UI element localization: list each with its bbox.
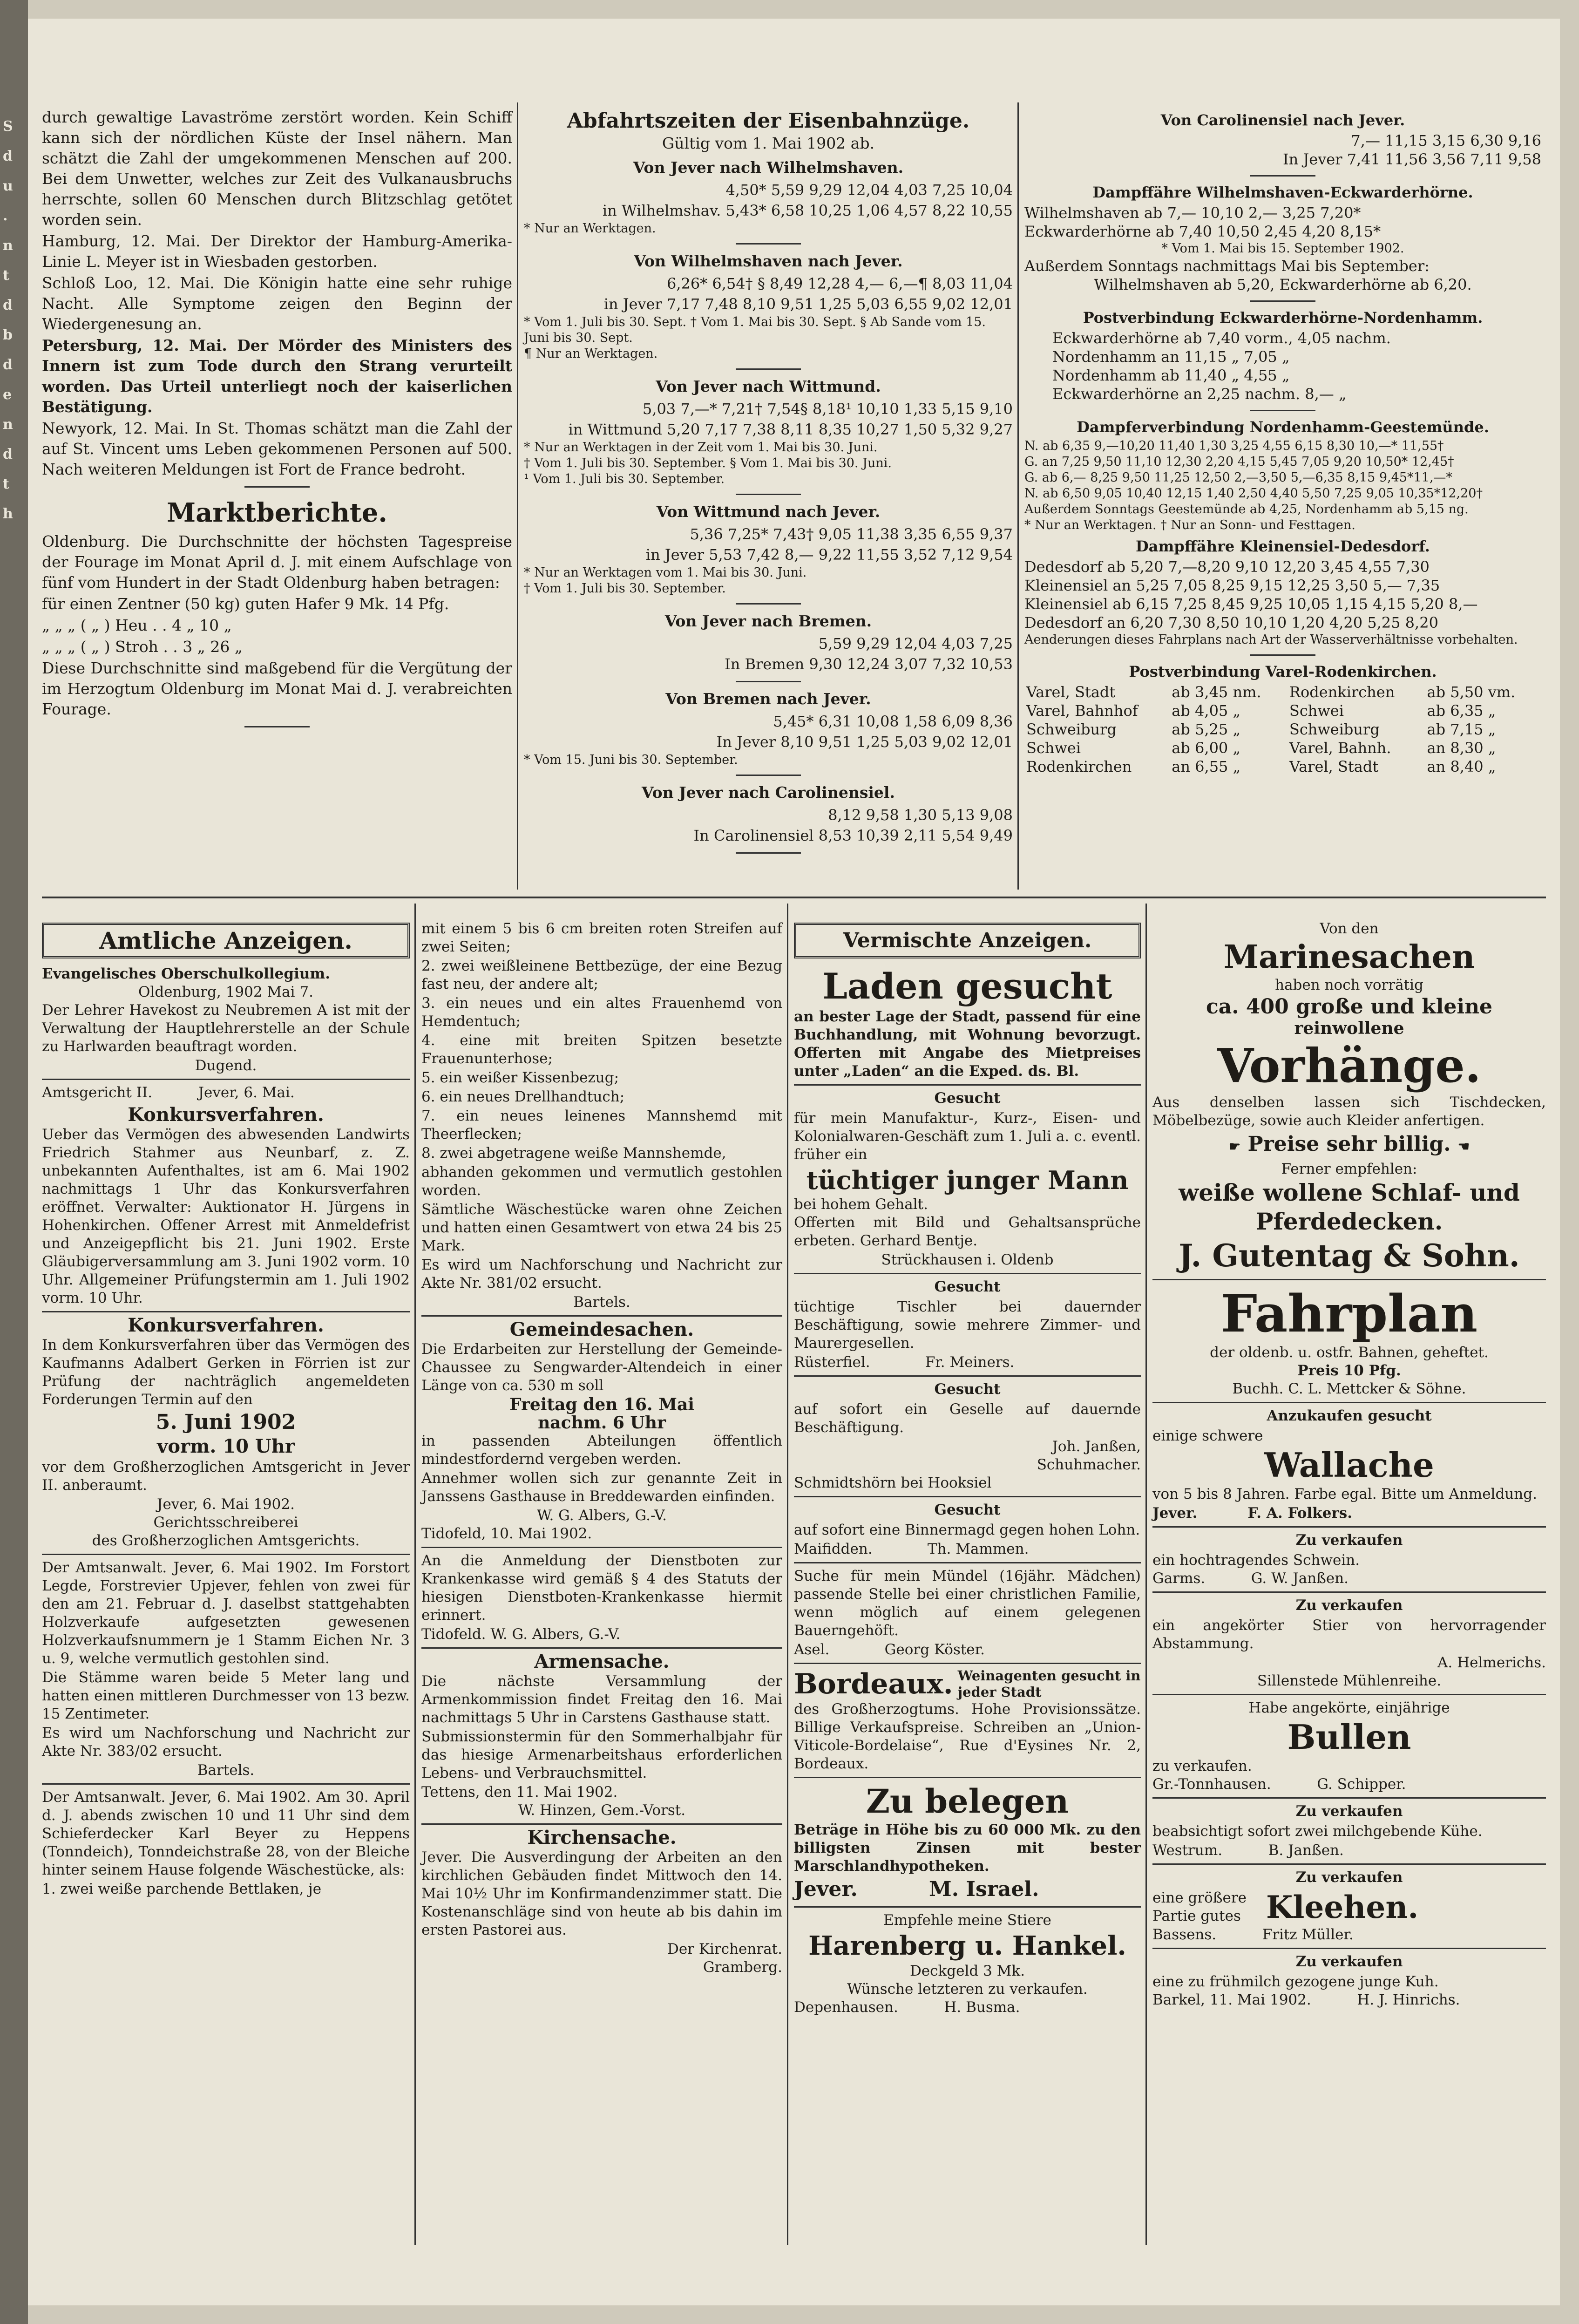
divider	[794, 1906, 1141, 1908]
price-line	[1152, 1131, 1546, 1160]
timetable-row: Nordenhamm ab 11,40 „ 4,55 „	[1052, 367, 1290, 384]
notice-title: Kirchensache.	[527, 1827, 677, 1848]
section-title: Von Jever nach Bremen.	[664, 612, 872, 630]
news-item: Petersburg, 12. Mai. Der Mörder des Ministers des Innern ist zum Tode durch den Strang verurteilt worden. Das Urteil unterliegt noch der kaiserlichen Bestätigung.	[42, 336, 512, 416]
post-table-cell: Schweiburg	[1026, 720, 1117, 738]
post-table-cell: an 6,55 „	[1172, 758, 1241, 775]
ad-sign: Joh. Janßen,	[1052, 1438, 1141, 1455]
divider	[736, 603, 801, 605]
list-item: 3. ein neues und ein altes Frauenhemd von Hemdentuch;	[421, 995, 782, 1030]
ad-title: Gesucht	[934, 1278, 1001, 1295]
timetable-row: 5,59 9,29 12,04 4,03 7,25	[818, 635, 1013, 652]
timetable-row: Kleinensiel an 5,25 7,05 8,25 9,15 12,25 3,50 5,— 7,35	[1024, 577, 1440, 594]
notice-sign: Tidofeld. W. G. Albers, G.-V.	[421, 1626, 621, 1643]
newspaper-page	[28, 19, 1560, 2305]
ad-sign: Jever. F. A. Folkers.	[1152, 1505, 1352, 1522]
timetable-row: 8,12 9,58 1,30 5,13 9,08	[828, 806, 1013, 824]
divider	[736, 243, 801, 245]
timetable-row: N. ab 6,35 9,—10,20 11,40 1,30 3,25 4,55 6,15 8,30 10,—* 11,55†	[1024, 439, 1444, 453]
ad-sign: Jever. M. Israel.	[794, 1877, 1039, 1901]
post-table-cell: an 8,40 „	[1427, 758, 1496, 775]
timetable-row: Nordenhamm an 11,15 „ 7,05 „	[1052, 348, 1290, 366]
timetable-note: * Vom 15. Juni bis 30. September.	[524, 753, 738, 767]
divider	[794, 1273, 1141, 1274]
ad-title: Zu verkaufen	[1295, 1532, 1403, 1549]
notice-sign: Gerichtsschreiberei	[153, 1514, 298, 1531]
notice-title: Evangelisches Oberschulkollegium.	[42, 965, 330, 982]
column-rule	[787, 904, 788, 2245]
notice-place: Tidofeld, 10. Mai 1902.	[421, 1525, 592, 1542]
notice-sign: Bartels.	[573, 1294, 630, 1311]
notice-text: Sämtliche Wäschestücke waren ohne Zeichen und hatten einen Gesamtwert von etwa 24 bis 25 Mark.	[421, 1201, 782, 1254]
timetable-note: † Vom 1. Juli bis 30. September.	[524, 581, 726, 596]
ad-sign: Westrum. B. Janßen.	[1152, 1842, 1344, 1859]
ad-headline: Wallache	[1264, 1445, 1434, 1485]
ad-title: Gesucht	[934, 1502, 1001, 1518]
timetable-note: † Vom 1. Juli bis 30. September. § Vom 1. Mai bis 30. Juni.	[524, 456, 892, 470]
notice-date: Freitag den 16. Mai	[509, 1395, 694, 1414]
divider	[794, 1084, 1141, 1086]
ad-text: Habe angekörte, einjährige	[1248, 1699, 1450, 1716]
notices-continued	[421, 920, 782, 1977]
notice-place: Jever, 6. Mai 1902.	[157, 1496, 295, 1513]
timetable-row: 7,— 11,15 3,15 6,30 9,16	[1351, 132, 1541, 149]
ad-text: des Großherzogtums. Hohe Provisionssätze. Billige Verkaufspreise. Schreiben an „Union-Viticole-Bordelaise“, Rue d'Eysines Nr. 2, Bordeaux.	[794, 1701, 1141, 1772]
ad-text: Suche für mein Mündel (16jähr. Mädchen) passende Stelle bei einer christlichen Familie, wenn möglich auf einem gelegenen Bauerngehöft.	[794, 1568, 1141, 1639]
post-table-cell: Schwei	[1026, 739, 1081, 757]
market-title: Marktberichte.	[167, 497, 387, 528]
post-table-cell: Varel, Stadt	[1289, 758, 1379, 775]
timetable-title: Abfahrtszeiten der Eisenbahnzüge.	[567, 109, 970, 133]
timetable-note: Aenderungen dieses Fahrplans nach Art der Wasserverhältnisse vorbehalten.	[1024, 632, 1518, 647]
divider	[421, 1823, 782, 1825]
timetable-note: Wilhelmshaven ab 5,20, Eckwarderhörne ab 6,20.	[1094, 276, 1472, 293]
list-item: 5. ein weißer Kissenbezug;	[421, 1069, 619, 1086]
ad-text: Offerten mit Bild und Gehaltsansprüche erbeten. Gerhard Bentje.	[794, 1214, 1141, 1249]
notice-text: Der Lehrer Havekost zu Neubremen A ist mit der Verwaltung der Hauptlehrerstelle an der Schule zu Harlwarden beauftragt worden.	[42, 1002, 410, 1055]
kleehen-ad	[1152, 1889, 1546, 1926]
notice-text: vor dem Großherzoglichen Amtsgericht in Jever II. anberaumt.	[42, 1459, 410, 1494]
notice-title: Gemeindesachen.	[509, 1318, 694, 1340]
notice-date: Oldenburg, 1902 Mai 7.	[138, 984, 313, 1000]
news-column	[42, 107, 512, 734]
notice-title: Konkursverfahren.	[128, 1104, 324, 1126]
notice-text: Die Stämme waren beide 5 Meter lang und hatten einen mittleren Durchmesser von 13 bezw. 15 Zentimeter.	[42, 1669, 410, 1722]
post-table-cell: Varel, Stadt	[1026, 683, 1116, 701]
divider	[1152, 1948, 1546, 1949]
post-table-cell: ab 6,35 „	[1427, 702, 1496, 720]
section-title: Postverbindung Eckwarderhörne-Nordenhamm.	[1083, 309, 1483, 326]
divider	[736, 852, 801, 854]
column-rule	[1017, 102, 1019, 890]
ad-text: Buchh. C. L. Mettcker & Söhne.	[1232, 1380, 1466, 1397]
divider	[1152, 1591, 1546, 1593]
notice-sign: des Großherzoglichen Amtsgerichts.	[92, 1532, 360, 1549]
notice-sign: Dugend.	[195, 1057, 257, 1074]
ad-sign: Barkel, 11. Mai 1902. H. J. Hinrichs.	[1152, 1991, 1460, 2008]
ad-text: Von den	[1320, 920, 1379, 937]
timetable-row: Dedesdorf ab 5,20 7,—8,20 9,10 12,20 3,45 4,55 7,30	[1024, 558, 1430, 576]
timetable-row: G. ab 6,— 8,25 9,50 11,25 12,50 2,—3,50 5,—6,35 8,15 9,45*11,—*	[1024, 470, 1452, 485]
divider	[1152, 1797, 1546, 1799]
notice-time: nachm. 6 Uhr	[538, 1413, 666, 1433]
notice-sign: Der Kirchenrat.	[667, 1941, 782, 1957]
ad-sign: Depenhausen. H. Busma.	[794, 1999, 1020, 2016]
list-item: 4. eine mit breiten Spitzen besetzte Frauenunterhose;	[421, 1032, 782, 1067]
notice-title: Armensache.	[534, 1651, 670, 1672]
notice-text: 1. zwei weiße parchende Bettlaken, je	[42, 1881, 322, 1897]
notice-text: Annehmer wollen sich zur genannte Zeit in Janssens Gasthause in Breddewarden einfinden.	[421, 1470, 782, 1505]
ad-title: Gesucht	[934, 1381, 1001, 1398]
market-text: Oldenburg. Die Durchschnitte der höchsten Tagespreise der Fourage im Monat April d. J. mit einem Aufschlage von fünf vom Hundert in der Stadt Oldenburg haben betragen:	[42, 532, 512, 591]
timetable-note: * Nur an Werktagen.	[524, 221, 656, 236]
ad-title: Zu verkaufen	[1295, 1869, 1403, 1886]
timetable-note: Außerdem Sonntags nachmittags Mai bis September:	[1024, 257, 1430, 275]
timetable-row: Eckwarderhörne ab 7,40 10,50 2,45 4,20 8,15*	[1024, 223, 1381, 240]
pointing-hand-icon: ☚	[1457, 1139, 1470, 1154]
ad-text: auf sofort eine Binnermagd gegen hohen Lohn.	[794, 1522, 1140, 1538]
divider	[736, 775, 801, 776]
adjacent-page-strip	[0, 0, 28, 2324]
official-header: Amtliche Anzeigen.	[42, 923, 410, 958]
notice-text: An die Anmeldung der Dienstboten zur Krankenkasse wird gemäß § 4 des Statuts der hiesigen Dienstboten-Krankenkasse hiermit erinnert.	[421, 1552, 782, 1624]
divider	[794, 1496, 1141, 1497]
post-table-row	[1024, 720, 1541, 739]
notice-text: Es wird um Nachforschung und Nachricht zur Akte Nr. 383/02 ersucht.	[42, 1725, 410, 1760]
ad-text: Beträge in Höhe bis zu 60 000 Mk. zu den billigsten Zinsen mit bester Marschlandhypotheken.	[794, 1821, 1141, 1875]
ad-title: Zu verkaufen	[1295, 1953, 1403, 1970]
ad-text: ein hochtragendes Schwein.	[1152, 1552, 1360, 1569]
divider	[794, 1562, 1141, 1563]
post-table-cell: ab 7,15 „	[1427, 720, 1496, 738]
timetable-note: ¶ Nur an Werktagen.	[524, 347, 658, 361]
post-table-cell: an 8,30 „	[1427, 739, 1496, 757]
news-item: durch gewaltige Lavaströme zerstört worden. Kein Schiff kann sich der nördlichen Küste der Insel nähern. Man schätzt die Zahl der umgekommenen Menschen auf 200. Bei dem Unwetter, welches zur Zeit des Vulkanausbruchs herrschte, sollen 60 Menschen durch Blitzschlag getötet worden sein.	[42, 108, 512, 229]
timetable-row: 6,26* 6,54† § 8,49 12,28 4,— 6,—¶ 8,03 11,04	[666, 275, 1013, 292]
notice-time: vorm. 10 Uhr	[157, 1435, 295, 1457]
timetable-note: * Nur an Werktagen in der Zeit vom 1. Mai bis 30. Juni.	[524, 440, 878, 455]
divider	[421, 1547, 782, 1548]
ad-text: Preise sehr billig.	[1247, 1132, 1451, 1156]
notice-text: abhanden gekommen und vermutlich gestohlen worden.	[421, 1164, 782, 1199]
notice-text: Die Erdarbeiten zur Herstellung der Gemeinde-Chaussee zu Sengwarder-Altendeich in einer Länge von ca. 530 m soll	[421, 1341, 782, 1394]
section-title: Postverbindung Varel-Rodenkirchen.	[1129, 663, 1437, 680]
ad-place: Sillenstede Mühlenreihe.	[1257, 1672, 1442, 1689]
section-title: Von Carolinensiel nach Jever.	[1160, 111, 1405, 129]
ad-text: Weinagenten gesucht in jeder Stadt	[957, 1668, 1141, 1700]
timetable-row: in Wilhelmshav. 5,43* 6,58 10,25 1,06 4,57 8,22 10,55	[602, 202, 1013, 219]
market-row: für einen Zentner (50 kg) guten Hafer 9 Mk. 14 Pfg.	[42, 595, 449, 613]
official-notices	[42, 920, 410, 1898]
divider	[42, 1554, 410, 1555]
ad-text: an bester Lage der Stadt, passend für eine Buchhandlung, mit Wohnung bevorzugt. Offerten mit Angabe des Mietpreises unter „Laden“ an die Exped. ds. Bl.	[794, 1008, 1141, 1080]
timetable-note: * Nur an Werktagen vom 1. Mai bis 30. Juni.	[524, 565, 807, 580]
ad-text: auf sofort ein Geselle auf dauernde Beschäftigung.	[794, 1401, 1141, 1436]
post-table-row	[1024, 739, 1541, 757]
notice-line: Amtsgericht II. Jever, 6. Mai.	[42, 1084, 295, 1101]
misc-header: Vermischte Anzeigen.	[794, 923, 1141, 958]
divider	[244, 486, 310, 488]
divider	[244, 726, 310, 727]
notice-text: Der Amtsanwalt. Jever, 6. Mai 1902. Im Forstort Legde, Forstrevier Upjever, fehlen von zwei für den am 21. Februar d. J. daselbst stattgehabten Holzverkaufe aufgesetzten gewesenen Holzverkaufsnummern je 1 Stamm Eichen Nr. 3 u. 9, welche vermutlich gestohlen sind.	[42, 1559, 410, 1667]
timetable-row: in Wittmund 5,20 7,17 7,38 8,11 8,35 10,27 1,50 5,32 9,27	[568, 421, 1013, 438]
ad-headline: Harenberg u. Hankel.	[808, 1930, 1126, 1961]
ad-text: Preis 10 Pfg.	[1297, 1362, 1401, 1379]
timetable-row: Wilhelmshaven ab 7,— 10,10 2,— 3,25 7,20*	[1024, 204, 1361, 222]
timetable-row: N. ab 6,50 9,05 10,40 12,15 1,40 2,50 4,40 5,50 7,25 9,05 10,35*12,20†	[1024, 486, 1483, 501]
ad-sign: A. Helmerichs.	[1437, 1654, 1546, 1671]
divider	[1250, 300, 1315, 302]
divider	[736, 494, 801, 495]
ad-title: Zu verkaufen	[1295, 1597, 1403, 1614]
timetable-note: * Vom 1. Juli bis 30. Sept. † Vom 1. Mai bis 30. Sept. § Ab Sande vom 15. Juni bis 30. Sept.	[524, 315, 986, 345]
notice-text: in passenden Abteilungen öffentlich mindestfordernd vergeben werden.	[421, 1433, 782, 1468]
pointing-hand-icon: ☛	[1229, 1139, 1241, 1154]
post-table-row	[1024, 701, 1541, 720]
ad-sign: Rüsterfiel. Fr. Meiners.	[794, 1354, 1015, 1371]
ad-sign: Asel. Georg Köster.	[794, 1641, 985, 1658]
post-table-cell: Varel, Bahnh.	[1289, 739, 1391, 757]
divider	[1250, 410, 1315, 411]
notice-text: In dem Konkursverfahren über das Vermögen des Kaufmanns Adalbert Gerken in Förrien ist zur Prüfung der nachträglich angemeldeten Forderungen Termin auf den	[42, 1337, 410, 1408]
ad-text: bei hohem Gehalt.	[794, 1196, 928, 1213]
ad-sign: Gr.-Tonnhausen. G. Schipper.	[1152, 1776, 1406, 1793]
post-table-cell: ab 3,45 nm.	[1172, 683, 1261, 701]
notice-text: Jever. Die Ausverdingung der Arbeiten an den kirchlichen Gebäuden findet Mittwoch den 14. Mai 10½ Uhr im Konfirmandenzimmer statt. Die Kostenanschläge sind von heute ab bis dahin im ersten Pastorei aus.	[421, 1849, 782, 1938]
notice-place: Tettens, den 11. Mai 1902.	[421, 1784, 618, 1801]
divider	[794, 1777, 1141, 1778]
divider	[1250, 175, 1315, 177]
timetable-note: * Nur an Werktagen. † Nur an Sonn- und Festtagen.	[1024, 518, 1355, 532]
ad-text: einige schwere	[1152, 1427, 1263, 1444]
ad-headline: Kleehen.	[1266, 1889, 1419, 1925]
divider	[1152, 1863, 1546, 1865]
ad-text: eine größere Partie gutes	[1152, 1889, 1247, 1924]
column-rule	[1145, 904, 1147, 2245]
timetable-row: In Jever 8,10 9,51 1,25 5,03 9,02 12,01	[716, 733, 1013, 751]
ad-text: eine zu frühmilch gezogene junge Kuh.	[1152, 1973, 1439, 1990]
section-title: Von Jever nach Wilhelmshaven.	[633, 158, 904, 177]
bordeaux-ad	[794, 1668, 1141, 1700]
market-foot: Diese Durchschnitte sind maßgebend für die Vergütung der im Herzogtum Oldenburg im Monat Mai d. J. verabreichten Fourage.	[42, 659, 512, 718]
post-table-cell: ab 5,50 vm.	[1427, 683, 1516, 701]
ad-title: Zu verkaufen	[1295, 1803, 1403, 1820]
divider	[1250, 654, 1315, 656]
ad-sign: Schuhmacher.	[1037, 1456, 1141, 1473]
notice-text: Ueber das Vermögen des abwesenden Landwirts Friedrich Stahmer aus Neunbarf, z. Z. unbekannten Aufenthaltes, ist am 6. Mai 1902 nachmittags 1 Uhr das Konkursverfahren eröffnet. Verwalter: Auktionator H. Jürgens in Hohenkirchen. Offener Arrest mit Anmeldefrist und Anzeigepflicht bis 21. Juni 1902. Erste Gläubigerversammlung am 3. Juni 1902 vorm. 10 Uhr. Allgemeiner Prüfungstermin am 1. Juli 1902 vorm. 10 Uhr.	[42, 1126, 410, 1306]
notice-title: Konkursverfahren.	[128, 1314, 324, 1336]
notice-sign: W. Hinzen, Gem.-Vorst.	[518, 1802, 686, 1819]
timetable-row: 5,45* 6,31 10,08 1,58 6,09 8,36	[773, 713, 1013, 730]
ad-title: Gesucht	[934, 1090, 1001, 1107]
ad-headline: Bullen	[1287, 1717, 1411, 1757]
market-row: „ „ „ ( „ ) Heu . . 4 „ 10 „	[42, 616, 232, 634]
divider	[1152, 1694, 1546, 1695]
ferry-column	[1024, 107, 1541, 776]
column-rule	[517, 102, 518, 890]
misc-ads	[794, 920, 1141, 2017]
post-table-row	[1024, 683, 1541, 701]
list-item: 8. zwei abgetragene weiße Mannshemde,	[421, 1145, 726, 1162]
ad-title: Anzukaufen gesucht	[1267, 1407, 1432, 1424]
ad-headline: Bordeaux.	[794, 1668, 953, 1700]
news-item: Hamburg, 12. Mai. Der Direktor der Hamburg-Amerika-Linie L. Meyer ist in Wiesbaden gestorben.	[42, 232, 512, 271]
divider	[1152, 1279, 1546, 1280]
ad-headline: Laden gesucht	[822, 965, 1112, 1007]
ad-sign: Maifidden. Th. Mammen.	[794, 1541, 1029, 1557]
news-item: Newyork, 12. Mai. In St. Thomas schätzt man die Zahl der auf St. Vincent ums Leben gekommenen Personen auf 500. Nach weiteren Meldungen ist Fort de France bedroht.	[42, 419, 512, 478]
post-table-cell: ab 5,25 „	[1172, 720, 1241, 738]
divider	[1152, 1402, 1546, 1403]
ad-text: ein angekörter Stier von hervorragender Abstammung.	[1152, 1617, 1546, 1652]
timetable-row: Dedesdorf an 6,20 7,30 8,50 10,10 1,20 4,20 5,25 8,20	[1024, 614, 1438, 632]
column-rule	[414, 904, 416, 2245]
ad-place: Strückhausen i. Oldenb	[881, 1251, 1054, 1268]
post-table	[1024, 683, 1541, 776]
ad-sign: Bassens. Fritz Müller.	[1152, 1926, 1354, 1943]
divider	[1152, 1526, 1546, 1528]
timetable-row: G. an 7,25 9,50 11,10 12,30 2,20 4,15 5,45 7,05 9,20 10,50* 12,45†	[1024, 455, 1454, 469]
notice-sign: W. G. Albers, G.-V.	[537, 1507, 667, 1524]
ad-text: zu verkaufen.	[1152, 1758, 1252, 1774]
notice-sign: Gramberg.	[703, 1959, 782, 1976]
post-table-cell: Rodenkirchen	[1026, 758, 1132, 775]
ad-text: haben noch vorrätig	[1275, 977, 1423, 993]
ad-text: Empfehle meine Stiere	[883, 1912, 1051, 1929]
ad-headline: J. Gutentag & Sohn.	[1179, 1237, 1520, 1274]
divider	[736, 368, 801, 370]
divider	[42, 1079, 410, 1080]
notice-text: Der Amtsanwalt. Jever, 6. Mai 1902. Am 30. April d. J. abends zwischen 10 und 11 Uhr sind dem Schieferdecker Karl Beyer zu Heppens (Tonndeich), Tonndeichstraße 28, von der Bleiche hinter seinem Hause folgende Wäschestücke, als:	[42, 1789, 410, 1878]
timetable-row: 5,03 7,—* 7,21† 7,54§ 8,18¹ 10,10 1,33 5,15 9,10	[642, 400, 1013, 418]
section-title: Dampffähre Kleinensiel-Dedesdorf.	[1136, 537, 1430, 555]
ad-text: tüchtige Tischler bei dauernder Beschäftigung, sowie mehrere Zimmer- und Maurergesellen.	[794, 1298, 1141, 1352]
news-item: Schloß Loo, 12. Mai. Die Königin hatte eine sehr ruhige Nacht. Alle Symptome zeigen den Beginn der Wiedergenesung an.	[42, 274, 512, 333]
timetable-row: In Bremen 9,30 12,24 3,07 7,32 10,53	[725, 655, 1013, 673]
list-item: 2. zwei weißleinene Bettbezüge, der eine Bezug fast neu, der andere alt;	[421, 958, 782, 992]
section-title: Von Jever nach Wittmund.	[656, 377, 881, 395]
classified-column	[1152, 920, 1546, 2009]
post-table-cell: Varel, Bahnhof	[1026, 702, 1138, 720]
ad-headline: Marinesachen	[1223, 938, 1475, 976]
post-table-cell: ab 4,05 „	[1172, 702, 1241, 720]
list-item: 7. ein neues leinenes Mannshemd mit Theerflecken;	[421, 1108, 782, 1142]
post-table-row	[1024, 757, 1541, 776]
post-table-cell: Schweiburg	[1289, 720, 1380, 738]
ad-place: Schmidtshörn bei Hooksiel	[794, 1475, 992, 1491]
section-title: Von Bremen nach Jever.	[665, 690, 871, 708]
list-item: 6. ein neues Drellhandtuch;	[421, 1088, 625, 1105]
timetable-row: Kleinensiel ab 6,15 7,25 8,45 9,25 10,05 1,15 4,15 5,20 8,—	[1024, 595, 1478, 613]
notice-sign: Bartels.	[197, 1762, 255, 1779]
notice-text: Die nächste Versammlung der Armenkommission findet Freitag den 16. Mai nachmittags 5 Uhr in Carstens Gasthause statt.	[421, 1673, 782, 1726]
adjacent-page-letters: S d u . n t d b d e n d t h	[3, 118, 13, 522]
market-row: „ „ „ ( „ ) Stroh . . 3 „ 26 „	[42, 638, 243, 656]
section-title: Dampffähre Wilhelmshaven-Eckwarderhörne.	[1092, 183, 1473, 201]
timetable-row: In Carolinensiel 8,53 10,39 2,11 5,54 9,49	[693, 827, 1013, 844]
divider	[794, 1375, 1141, 1377]
ad-text: Aus denselben lassen sich Tischdecken, Möbelbezüge, sowie auch Kleider anfertigen.	[1152, 1094, 1546, 1129]
railway-timetable	[524, 107, 1013, 860]
timetable-note: Außerdem Sonntags Geestemünde ab 4,25, Nordenhamm ab 5,15 ng.	[1024, 502, 1469, 516]
section-title: Von Wittmund nach Jever.	[656, 503, 881, 521]
ad-text: beabsichtigt sofort zwei milchgebende Kühe.	[1152, 1823, 1483, 1840]
ad-headline: Fahrplan	[1220, 1284, 1478, 1344]
timetable-row: 4,50* 5,59 9,29 12,04 4,03 7,25 10,04	[725, 181, 1013, 199]
timetable-row: In Jever 7,41 11,56 3,56 7,11 9,58	[1283, 150, 1541, 168]
divider	[421, 1647, 782, 1649]
post-table-cell: Schwei	[1289, 702, 1344, 720]
divider	[42, 1311, 410, 1312]
timetable-valid: Gültig vom 1. Mai 1902 ab.	[662, 134, 875, 152]
timetable-row: in Jever 5,53 7,42 8,— 9,22 11,55 3,52 7,12 9,54	[645, 546, 1013, 564]
post-table-cell: Rodenkirchen	[1289, 683, 1395, 701]
divider	[421, 1315, 782, 1317]
ad-headline: weiße wollene Schlaf- und Pferdedecken.	[1179, 1179, 1520, 1235]
section-title: Dampferverbindung Nordenhamm-Geestemünde.	[1077, 418, 1489, 436]
ad-text: Deckgeld 3 Mk.	[909, 1963, 1025, 1979]
notice-text: mit einem 5 bis 6 cm breiten roten Streifen auf zwei Seiten;	[421, 920, 782, 955]
section-title: Von Jever nach Carolinensiel.	[642, 783, 895, 802]
ad-headline: Vorhänge.	[1217, 1038, 1481, 1093]
ad-text: der oldenb. u. ostfr. Bahnen, geheftet.	[1210, 1344, 1489, 1361]
divider	[42, 1783, 410, 1785]
timetable-row: 5,36 7,25* 7,43† 9,05 11,38 3,35 6,55 9,37	[690, 525, 1013, 543]
ad-text: Ferner empfehlen:	[1281, 1161, 1417, 1177]
timetable-row: Eckwarderhörne an 2,25 nachm. 8,— „	[1052, 385, 1347, 403]
ad-headline: Zu belegen	[866, 1782, 1069, 1821]
ad-headline: tüchtiger junger Mann	[806, 1165, 1129, 1195]
timetable-row: in Jever 7,17 7,48 8,10 9,51 1,25 5,03 6,55 9,02 12,01	[603, 295, 1013, 313]
notice-date: 5. Juni 1902	[156, 1410, 296, 1434]
section-rule	[42, 897, 1546, 898]
ad-text: reinwollene	[1294, 1019, 1404, 1038]
timetable-row: Eckwarderhörne ab 7,40 vorm., 4,05 nachm.	[1052, 329, 1391, 347]
timetable-note: * Vom 1. Mai bis 15. September 1902.	[1161, 241, 1404, 256]
ad-text: ca. 400 große und kleine	[1206, 995, 1493, 1019]
ad-text: für mein Manufaktur-, Kurz-, Eisen- und Kolonialwaren-Geschäft zum 1. Juli a. c. eventl. früher ein	[794, 1110, 1141, 1163]
notice-text: Es wird um Nachforschung und Nachricht zur Akte Nr. 381/02 ersucht.	[421, 1257, 782, 1291]
ad-text: von 5 bis 8 Jahren. Farbe egal. Bitte um Anmeldung.	[1152, 1486, 1537, 1502]
post-table-cell: ab 6,00 „	[1172, 739, 1241, 757]
divider	[736, 681, 801, 682]
section-title: Von Wilhelmshaven nach Jever.	[634, 252, 903, 270]
notice-text: Submissionstermin für den Sommerhalbjahr für das hiesige Armenarbeitshaus erforderlichen Lebens- und Verbrauchsmittel.	[421, 1728, 782, 1781]
divider	[794, 1663, 1141, 1664]
ad-text: Wünsche letzteren zu verkaufen.	[847, 1981, 1088, 1998]
timetable-note: ¹ Vom 1. Juli bis 30. September.	[524, 472, 725, 486]
ad-sign: Garms. G. W. Janßen.	[1152, 1570, 1349, 1587]
